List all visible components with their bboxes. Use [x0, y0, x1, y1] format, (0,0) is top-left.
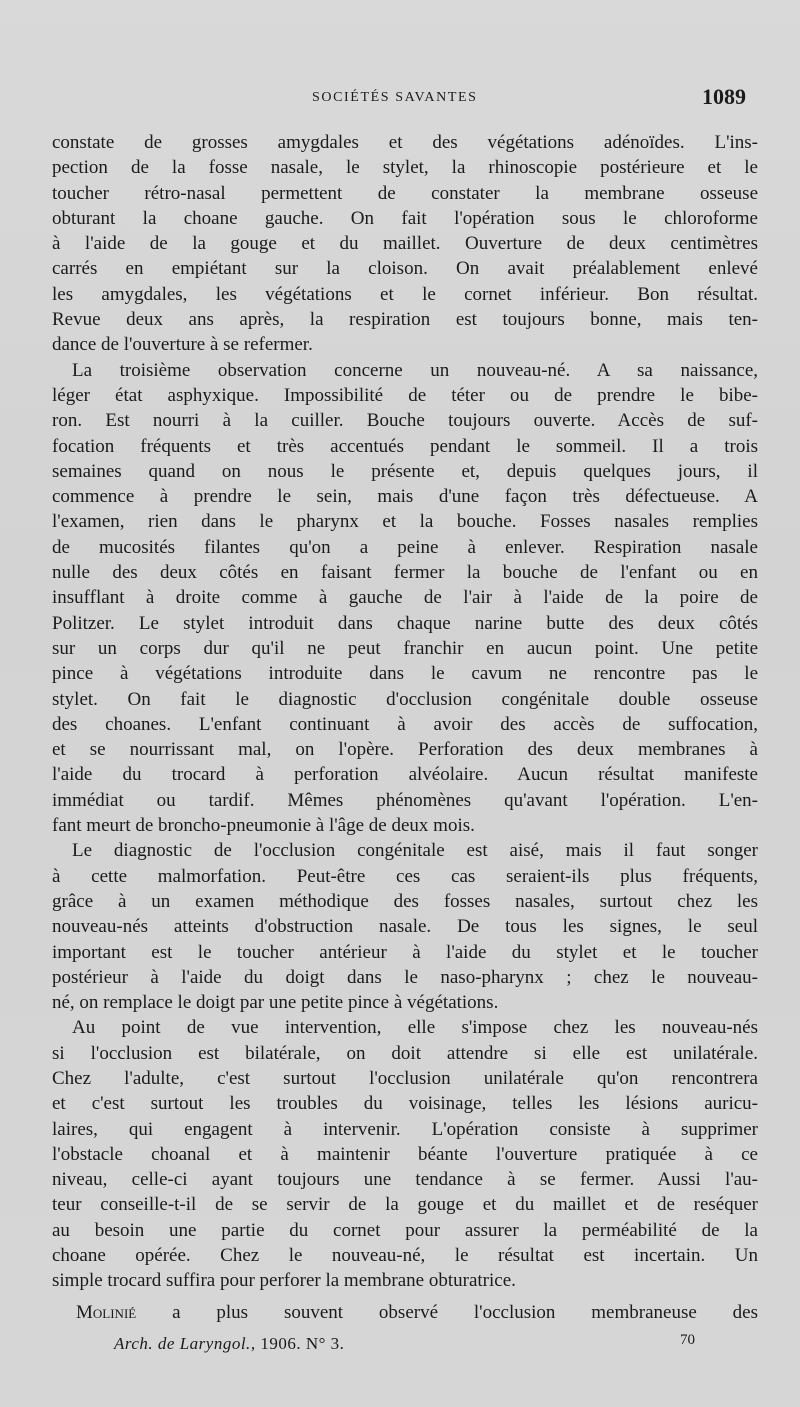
- text-line: fant meurt de broncho-pneumonie à l'âge de deux mois.: [52, 815, 475, 837]
- text-line: stylet. On fait le diagnostic d'occlusion congénitale double osseuse: [52, 688, 758, 710]
- text-line: des choanes. L'enfant continuant à avoir des accès de suffocation,: [52, 713, 758, 735]
- final-line-text: a plus souvent observé l'occlusion membraneuse des: [136, 1302, 758, 1323]
- text-line: l'obstacle choanal et à maintenir béante l'ouverture pratiquée à ce: [52, 1143, 758, 1165]
- text-line: à cette malmorfation. Peut-être ces cas seraient-ils plus fréquents,: [52, 865, 758, 887]
- signature-mark: 70: [680, 1332, 695, 1348]
- page-header: [0, 86, 800, 116]
- page-footer: [0, 1334, 800, 1364]
- text-line: né, on remplace le doigt par une petite pince à végétations.: [52, 992, 499, 1014]
- text-line: focation fréquents et très accentués pendant le sommeil. Il a trois: [52, 435, 758, 457]
- text-line: teur conseille-t-il de se servir de la gouge et du maillet et de reséquer: [52, 1194, 758, 1216]
- body-text: [52, 130, 758, 1294]
- text-line: pince à végétations introduite dans le cavum ne rencontre pas le: [52, 663, 758, 685]
- text-line: Chez l'adulte, c'est surtout l'occlusion unilatérale qu'on rencontrera: [52, 1067, 758, 1089]
- journal-issue: , 1906. N° 3.: [250, 1334, 345, 1353]
- running-title: SOCIÉTÉS SAVANTES: [312, 90, 478, 105]
- text-line: La troisième observation concerne un nouveau-né. A sa naissance,: [72, 359, 758, 381]
- text-line: Le diagnostic de l'occlusion congénitale est aisé, mais il faut songer: [72, 840, 758, 862]
- text-line: niveau, celle-ci ayant toujours une tendance à se fermer. Aussi l'au-: [52, 1169, 758, 1191]
- text-line: et se nourrissant mal, on l'opère. Perforation des deux membranes à: [52, 739, 758, 761]
- text-line: à l'aide de la gouge et du maillet. Ouverture de deux centimètres: [52, 233, 758, 255]
- text-line: dance de l'ouverture à se refermer.: [52, 334, 313, 356]
- text-line: Revue deux ans après, la respiration est toujours bonne, mais ten-: [52, 309, 758, 331]
- text-line: carrés en empiétant sur la cloison. On avait préalablement enlevé: [52, 258, 758, 280]
- footer-citation: [114, 1334, 344, 1354]
- text-line: immédiat ou tardif. Mêmes phénomènes qu'avant l'opération. L'en-: [52, 789, 758, 811]
- text-line: si l'occlusion est bilatérale, on doit attendre si elle est unilatérale.: [52, 1042, 758, 1064]
- text-line: au besoin une partie du cornet pour assurer la perméabilité de la: [52, 1219, 758, 1241]
- text-line: l'aide du trocard à perforation alvéolaire. Aucun résultat manifeste: [52, 764, 758, 786]
- text-line: simple trocard suffira pour perforer la membrane obturatrice.: [52, 1270, 516, 1292]
- journal-title: Arch. de Laryngol.: [114, 1334, 251, 1353]
- text-line: nouveau-nés atteints d'obstruction nasale. De tous les signes, le seul: [52, 916, 758, 938]
- text-line: toucher rétro-nasal permettent de constater la membrane osseuse: [52, 182, 758, 204]
- text-line: semaines quand on nous le présente et, depuis quelques jours, il: [52, 460, 758, 482]
- text-line: nulle des deux côtés en faisant fermer la bouche de l'enfant ou en: [52, 562, 758, 584]
- text-line: commence à prendre le sein, mais d'une façon très défectueuse. A: [52, 486, 758, 508]
- text-line: constate de grosses amygdales et des végétations adénoïdes. L'ins-: [52, 132, 758, 153]
- text-line: de mucosités filantes qu'on a peine à enlever. Respiration nasale: [52, 536, 758, 558]
- text-line: et c'est surtout les troubles du voisinage, telles les lésions auricu-: [52, 1093, 758, 1115]
- text-line: Politzer. Le stylet introduit dans chaque narine butte des deux côtés: [52, 612, 758, 634]
- text-line: choane opérée. Chez le nouveau-né, le résultat est incertain. Un: [52, 1245, 758, 1267]
- text-line: laires, qui engagent à intervenir. L'opération consiste à supprimer: [52, 1118, 758, 1140]
- text-line: pection de la fosse nasale, le stylet, la rhinoscopie postérieure et le: [52, 157, 758, 179]
- text-line: Au point de vue intervention, elle s'impose chez les nouveau-nés: [72, 1017, 758, 1039]
- text-line: obturant la choane gauche. On fait l'opération sous le chloroforme: [52, 207, 758, 229]
- text-line: les amygdales, les végétations et le cornet inférieur. Bon résultat.: [52, 283, 758, 305]
- text-line: sur un corps dur qu'il ne peut franchir en aucun point. Une petite: [52, 637, 758, 659]
- final-line: [76, 1302, 758, 1324]
- text-line: important est le toucher antérieur à l'aide du stylet et le toucher: [52, 941, 758, 963]
- text-line: insufflant à droite comme à gauche de l'air à l'aide de la poire de: [52, 587, 758, 609]
- text-line: léger état asphyxique. Impossibilité de téter ou de prendre le bibe-: [52, 384, 758, 406]
- author-name: Molinié: [76, 1302, 137, 1323]
- page-number: 1089: [702, 84, 746, 109]
- text-line: postérieur à l'aide du doigt dans le naso-pharynx ; chez le nouveau-: [52, 966, 758, 988]
- text-line: l'examen, rien dans le pharynx et la bouche. Fosses nasales remplies: [52, 511, 758, 533]
- text-line: grâce à un examen méthodique des fosses nasales, surtout chez les: [52, 890, 758, 912]
- text-line: ron. Est nourri à la cuiller. Bouche toujours ouverte. Accès de suf-: [52, 410, 758, 432]
